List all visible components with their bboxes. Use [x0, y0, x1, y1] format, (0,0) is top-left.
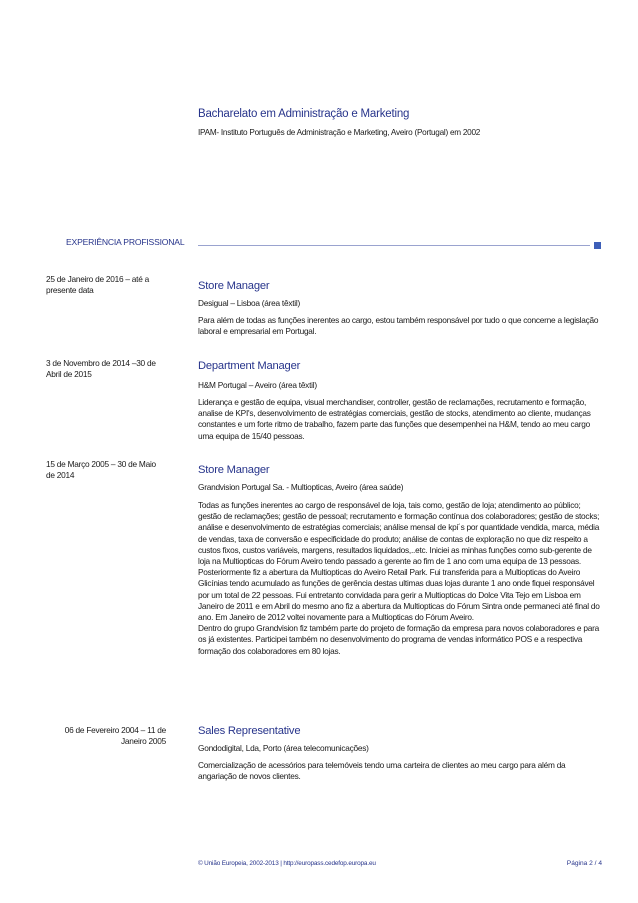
experience-job-title: Store Manager — [198, 280, 270, 292]
experience-description — [198, 500, 602, 657]
experience-description-paragraph: Para além de todas as funções inerentes ao cargo, estou também responsável por tudo o que concerne a legislação laboral e empresarial em Portugal. — [198, 315, 599, 337]
footer-copyright-link[interactable]: © União Europeia, 2002-2013 | http://europass.cedefop.europa.eu — [198, 860, 376, 867]
section-divider — [198, 245, 590, 246]
experience-description — [198, 760, 602, 782]
experience-employer: Grandvision Portugal Sa. - Multiopticas, Aveiro (área saúde) — [198, 482, 404, 492]
experience-employer: Desigual – Lisboa (área têxtil) — [198, 298, 301, 308]
experience-date: 25 de Janeiro de 2016 – até a presente data — [46, 274, 150, 295]
experience-description-paragraph: Comercialização de acessórios para telemóveis tendo uma carteira de clientes ao meu cargo para além da angariação de novos clientes. — [198, 760, 566, 782]
experience-description-paragraph: Todas as funções inerentes ao cargo de responsável de loja, tais como, gestão de loja; atendimento ao público; gestão de reclamações; gestão de pessoal; recrutamento e formação contínua dos colaboradores; gestão de stocks; análise e desenvolvimento de estratégias comerciais; análise mensal de kpi´s por quantidade vendida, marca, média de vendas, taxa de conversão e especificidade do produto; análise de contas de exploração no que diz respeito a custos fixos, custos variáveis, margens, resultados liquidados,..etc. Iniciei as minhas funções como sub-gerente de loja na Multiopticas do Fórum Aveiro tendo passado a gerente ao fim de 1 ano com uma equipa de 13 pessoas. Posteriormente fiz a abertura da Multiopticas do Aveiro Retail Park. Fui transferida para a Multiopticas do Aveiro Glicínias tendo acumulado as funções de gerência destas ultimas duas lojas durante 1 ano onde fiquei responsável por um total de 22 pessoas. Fui entretanto convidada para gerir a Multiopticas do Dolce Vita Tejo em Lisboa em Janeiro de 2011 e em Abril do mesmo ano fiz a abertura da Multiopticas do Fórum Sintra onde permaneci até final do ano. Em Janeiro de 2012 voltei novamente para a Multiopticas do Fórum Aveiro. — [198, 500, 600, 623]
education-institution: IPAM- Instituto Português de Administração e Marketing, Aveiro (Portugal) em 2002 — [198, 128, 481, 137]
experience-job-title: Store Manager — [198, 464, 270, 476]
education-title: Bacharelato em Administração e Marketing — [198, 108, 410, 120]
section-label-experience: EXPERIÊNCIA PROFISSIONAL — [66, 237, 185, 247]
experience-date: 3 de Novembro de 2014 –30 de Abril de 2015 — [46, 358, 156, 379]
experience-description-paragraph: Liderança e gestão de equipa, visual merchandiser, controller, gestão de reclamações, recrutamento e formação, analise de KPI's, desenvolvimento de estratégias comerciais, gestão de stocks, atendimento ao cliente, mudanças constantes e um forte ritmo de trabalho, fazem parte das funções que desempenhei na H&M, tendo ao meu cargo uma equipa de 15/40 pessoas. — [198, 397, 591, 441]
experience-description-paragraph: Dentro do grupo Grandvision fiz também parte do projeto de formação da empresa para novos colaboradores e para os já existentes. Participei também no desenvolvimento do programa de vendas informático POS e a respectiva formação dos colaboradores em 80 lojas. — [198, 623, 599, 656]
experience-description — [198, 315, 602, 337]
experience-date: 15 de Março 2005 – 30 de Maio de 2014 — [46, 459, 156, 480]
experience-description — [198, 397, 602, 442]
experience-employer: Gondodigital, Lda, Porto (área telecomunicações) — [198, 743, 369, 753]
section-marker-square — [594, 242, 601, 249]
experience-job-title: Department Manager — [198, 360, 301, 372]
experience-date: 06 de Fevereiro 2004 – 11 de Janeiro 2005 — [64, 725, 166, 746]
experience-job-title: Sales Representative — [198, 725, 301, 737]
experience-employer: H&M Portugal – Aveiro (área têxtil) — [198, 380, 317, 390]
footer-page-number: Página 2 / 4 — [566, 860, 602, 867]
